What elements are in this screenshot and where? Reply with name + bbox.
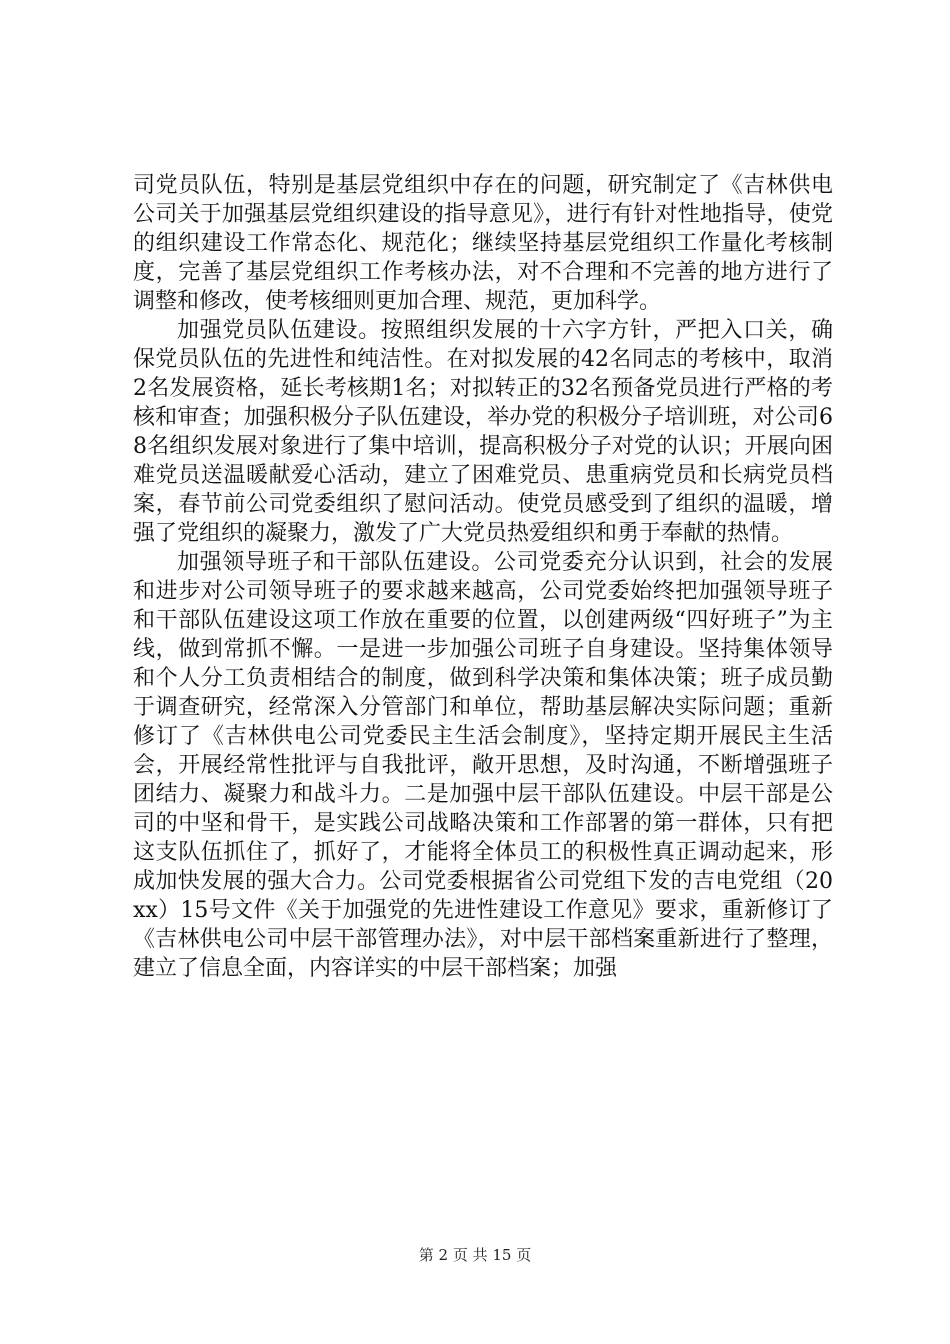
document-body (133, 171, 833, 983)
paragraph-continuation: 司党员队伍，特别是基层党组织中存在的问题，研究制定了《吉林供电公司关于加强基层党组织建设的指导意见》，进行有针对性地指导，使党的组织建设工作常态化、规范化；继续坚持基层党组织工作量化考核制度，完善了基层党组织工作考核办法，对不合理和不完善的地方进行了调整和修改，使考核细则更加合理、规范，更加科学。 (133, 173, 833, 314)
paragraph-leadership-building: 加强领导班子和干部队伍建设。公司党委充分认识到，社会的发展和进步对公司领导班子的要求越来越高，公司党委始终把加强领导班子和干部队伍建设这项工作放在重要的位置，以创建两级“四好班子”为主线，做到常抓不懈。一是进一步加强公司班子自身建设。坚持集体领导和个人分工负责相结合的制度，做到科学决策和集体决策；班子成员勤于调查研究，经常深入分管部门和单位，帮助基层解决实际问题；重新修订了《吉林供电公司党委民主生活会制度》，坚持定期开展民主生活会，开展经常性批评与自我批评，敞开思想，及时沟通，不断增强班子团结力、凝聚力和战斗力。二是加强中层干部队伍建设。中层干部是公司的中坚和骨干，是实践公司战略决策和工作部署的第一群体，只有把这支队伍抓住了，抓好了，才能将全体员工的积极性真正调动起来，形成加快发展的强大合力。公司党委根据省公司党组下发的吉电党组（20xx）15号文件《关于加强党的先进性建设工作意见》要求，重新修订了《吉林供电公司中层干部管理办法》，对中层干部档案重新进行了整理，建立了信息全面，内容详实的中层干部档案；加强 (133, 550, 833, 981)
page-number-label: 第 2 页 共 15 页 (418, 1246, 532, 1264)
page-footer (0, 1244, 950, 1265)
paragraph-party-member-building: 加强党员队伍建设。按照组织发展的十六字方针，严把入口关，确保党员队伍的先进性和纯洁性。在对拟发展的42名同志的考核中，取消2名发展资格，延长考核期1名；对拟转正的32名预备党员进行严格的考核和审查；加强积极分子队伍建设，举办党的积极分子培训班，对公司68名组织发展对象进行了集中培训，提高积极分子对党的认识；开展向困难党员送温暖献爱心活动，建立了困难党员、患重病党员和长病党员档案，春节前公司党委组织了慰问活动。使党员感受到了组织的温暖，增强了党组织的凝聚力，激发了广大党员热爱组织和勇于奉献的热情。 (133, 318, 833, 546)
